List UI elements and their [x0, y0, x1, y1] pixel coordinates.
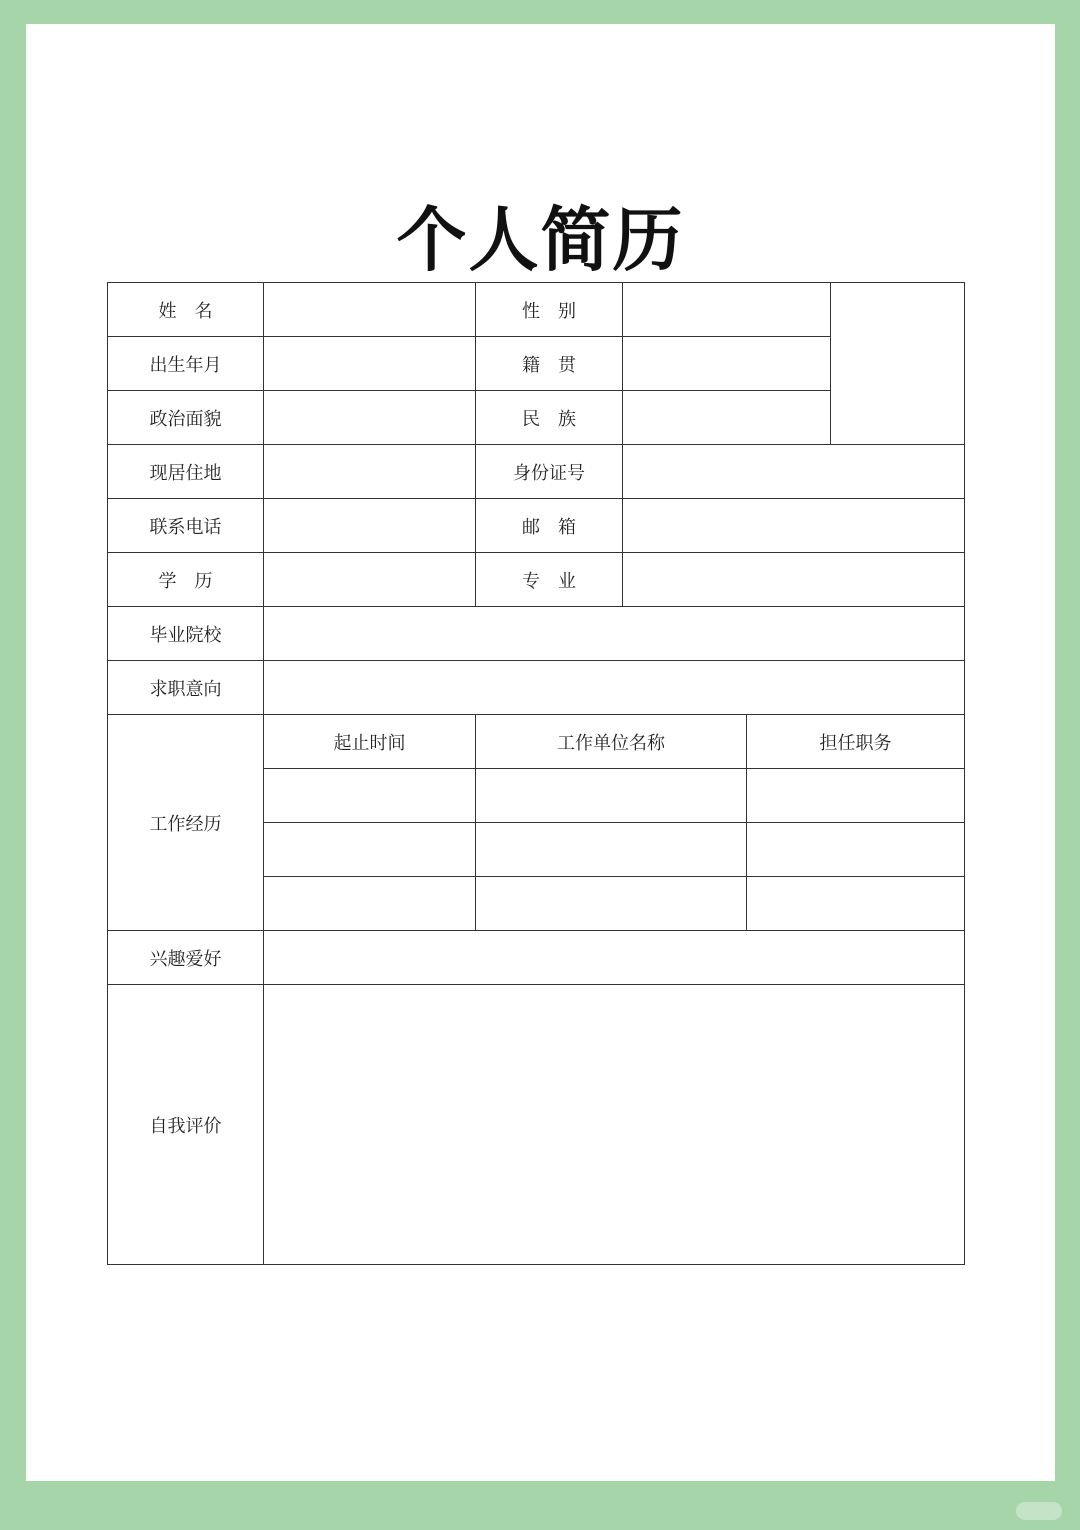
- field-self-evaluation[interactable]: [264, 985, 965, 1265]
- label-major: 专 业: [476, 553, 623, 607]
- field-id-number[interactable]: [623, 445, 965, 499]
- label-job-intention: 求职意向: [108, 661, 264, 715]
- label-self-evaluation: 自我评价: [108, 985, 264, 1265]
- field-work-employer[interactable]: [476, 877, 747, 931]
- label-political-status: 政治面貌: [108, 391, 264, 445]
- page-title: 个人简历: [396, 199, 685, 281]
- field-phone[interactable]: [264, 499, 476, 553]
- field-work-position[interactable]: [747, 769, 965, 823]
- table-row: [108, 283, 965, 337]
- field-job-intention[interactable]: [264, 661, 965, 715]
- table-row: [108, 499, 965, 553]
- label-school: 毕业院校: [108, 607, 264, 661]
- label-work-experience: 工作经历: [108, 715, 264, 931]
- table-row: [108, 553, 965, 607]
- table-row: [108, 985, 965, 1265]
- header-position: 担任职务: [747, 715, 965, 769]
- field-work-employer[interactable]: [476, 823, 747, 877]
- header-period: 起止时间: [264, 715, 476, 769]
- field-education[interactable]: [264, 553, 476, 607]
- field-name[interactable]: [264, 283, 476, 337]
- table-row: [108, 661, 965, 715]
- field-ethnicity[interactable]: [623, 391, 831, 445]
- field-email[interactable]: [623, 499, 965, 553]
- resume-page: [26, 24, 1055, 1481]
- field-work-period[interactable]: [264, 823, 476, 877]
- field-work-position[interactable]: [747, 877, 965, 931]
- label-education: 学 历: [108, 553, 264, 607]
- field-school[interactable]: [264, 607, 965, 661]
- label-residence: 现居住地: [108, 445, 264, 499]
- label-id-number: 身份证号: [476, 445, 623, 499]
- field-gender[interactable]: [623, 283, 831, 337]
- table-row: [108, 607, 965, 661]
- field-work-employer[interactable]: [476, 769, 747, 823]
- field-work-period[interactable]: [264, 769, 476, 823]
- field-native-place[interactable]: [623, 337, 831, 391]
- photo-box[interactable]: [831, 283, 965, 445]
- label-birth: 出生年月: [108, 337, 264, 391]
- label-native-place: 籍 贯: [476, 337, 623, 391]
- header-employer: 工作单位名称: [476, 715, 747, 769]
- field-work-position[interactable]: [747, 823, 965, 877]
- label-gender: 性 别: [476, 283, 623, 337]
- field-birth[interactable]: [264, 337, 476, 391]
- watermark-badge: [1016, 1502, 1062, 1520]
- label-email: 邮 箱: [476, 499, 623, 553]
- label-phone: 联系电话: [108, 499, 264, 553]
- table-row: [108, 445, 965, 499]
- label-ethnicity: 民 族: [476, 391, 623, 445]
- resume-table: [107, 282, 965, 1265]
- label-hobbies: 兴趣爱好: [108, 931, 264, 985]
- field-residence[interactable]: [264, 445, 476, 499]
- table-row: [108, 715, 965, 769]
- field-political-status[interactable]: [264, 391, 476, 445]
- field-work-period[interactable]: [264, 877, 476, 931]
- field-hobbies[interactable]: [264, 931, 965, 985]
- table-row: [108, 931, 965, 985]
- field-major[interactable]: [623, 553, 965, 607]
- label-name: 姓 名: [108, 283, 264, 337]
